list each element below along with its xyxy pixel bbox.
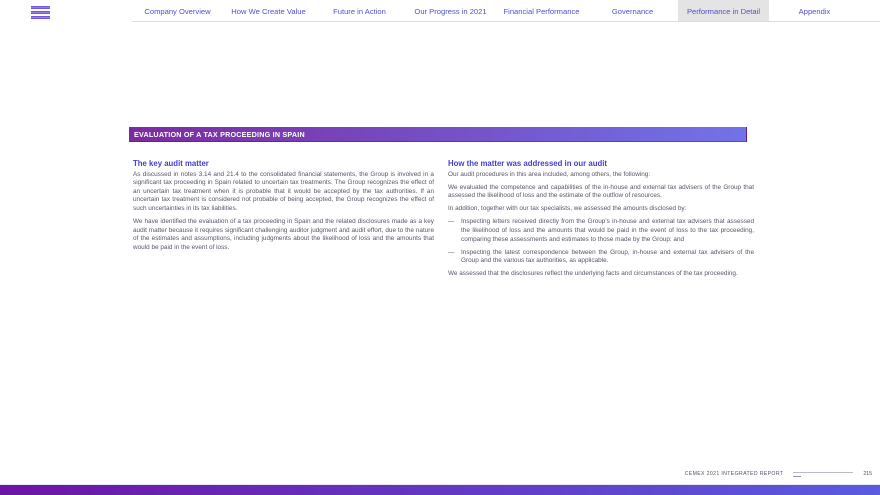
nav-tab-how-we-create-value[interactable]: How We Create Value [231, 6, 306, 16]
footer-rule-long [793, 472, 853, 473]
paragraph: In addition, together with our tax specialists, we assessed the amounts disclosed by: [448, 205, 687, 213]
paragraph: We evaluated the competence and capabilities of the in-house and external tax advisers of the Group that assessed the likelihood of loss and the estimate of the outflow of resources. [448, 183, 754, 200]
nav-tab-future-in-action[interactable]: Future in Action [333, 6, 386, 16]
nav-divider-line [132, 21, 880, 22]
report-title-label: CEMEX 2021 INTEGRATED REPORT [684, 471, 784, 477]
dash-bullet-marker: — [448, 218, 455, 226]
top-nav-bar [0, 0, 880, 22]
hamburger-bar [31, 16, 50, 19]
nav-tab-our-progress-in-2021[interactable]: Our Progress in 2021 [414, 6, 487, 16]
paragraph: We assessed that the disclosures reflect the underlying facts and circumstances of the tax proceeding. [448, 270, 738, 278]
nav-tab-performance-in-detail[interactable]: Performance in Detail [678, 0, 769, 22]
list-item [448, 249, 754, 266]
hamburger-bar [31, 6, 50, 9]
list-item [448, 218, 754, 244]
dash-bullet-marker: — [448, 248, 455, 256]
footer-rule-short [793, 476, 801, 477]
footer-progress-rule [793, 472, 853, 477]
page-footer [0, 468, 872, 480]
dash-bullet-list [448, 218, 754, 265]
paragraph: We have identified the evaluation of a tax proceeding in Spain and the related disclosures made as a key audit matter because it requires significant challenging auditor judgment and audit effort, due to the nature of the estimates and assumptions, including judgments about the likelihood of loss and the amounts that would be paid in the event of loss. [133, 217, 434, 251]
hamburger-bar [31, 11, 50, 14]
section-banner [129, 127, 747, 142]
audit-response-column [448, 159, 754, 283]
nav-tab-appendix[interactable]: Appendix [798, 6, 831, 16]
right-column-heading: How the matter was addressed in our audit [448, 159, 608, 168]
hamburger-menu-icon[interactable] [31, 6, 50, 19]
key-audit-matter-column [133, 159, 434, 257]
section-banner-title: EVALUATION OF A TAX PROCEEDING IN SPAIN [134, 129, 305, 139]
nav-tab-company-overview[interactable]: Company Overview [144, 6, 211, 16]
list-item-text: Inspecting letters received directly from the Group's in-house and external tax advisers that assessed the likelihood of loss and the amounts that would be paid in the event of loss to the tax proceeding, comparing these assessments and estimates to those made by the Group; and [461, 218, 754, 243]
page-number: 215 [863, 471, 872, 477]
paragraph: Our audit procedures in this area included, among others, the following: [448, 170, 651, 178]
left-column-heading: The key audit matter [133, 159, 209, 168]
main-nav [132, 0, 860, 22]
list-item-text: Inspecting the latest correspondence between the Group, in-house and external tax advisers of the Group and the various tax authorities, as applicable. [461, 248, 754, 265]
bottom-gradient-bar [0, 484, 880, 495]
paragraph: As discussed in notes 3.14 and 21.4 to the consolidated financial statements, the Group is involved in a significant tax proceeding in Spain related to uncertain tax treatments. The Group recognizes the effect of an uncertain tax treatment when it is probable that it would be accepted by the tax authorities. If an uncertain tax treatment is considered not probable of being accepted, the Group recognizes the effect of such uncertainties in its tax liabilities. [133, 170, 434, 212]
nav-tab-financial-performance[interactable]: Financial Performance [503, 6, 580, 16]
nav-tab-governance[interactable]: Governance [611, 6, 654, 16]
